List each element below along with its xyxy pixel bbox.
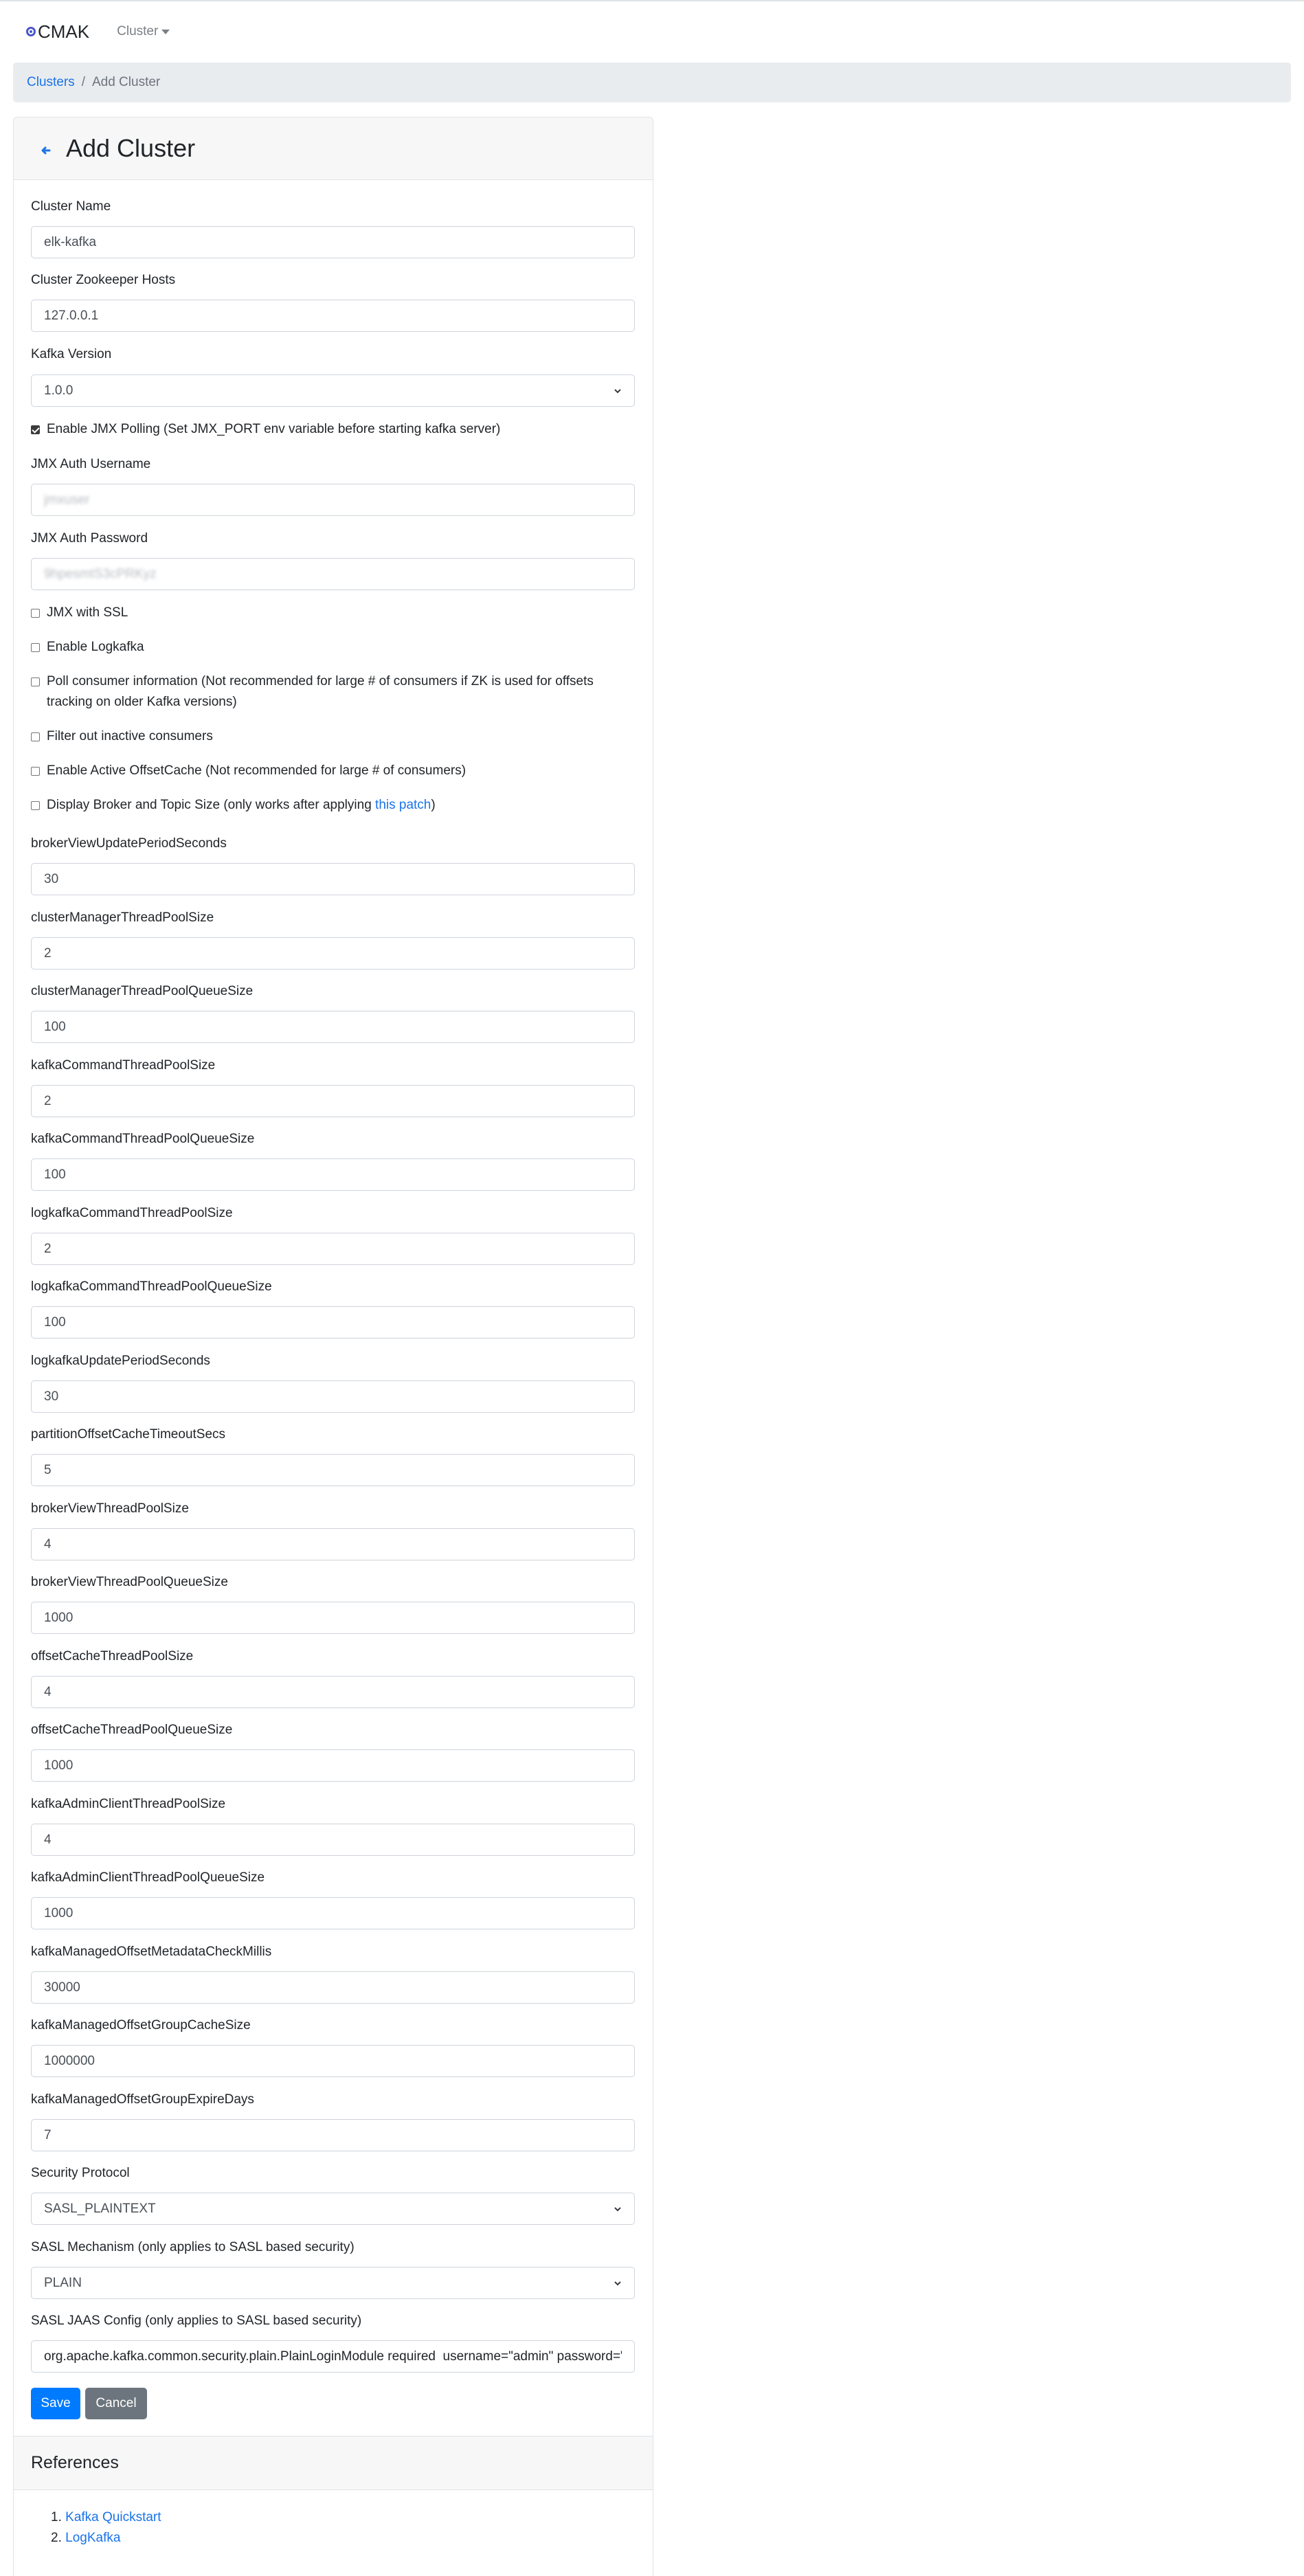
tuning-input[interactable] xyxy=(31,1676,635,1708)
tuning-label: partitionOffsetCacheTimeoutSecs xyxy=(31,1427,226,1442)
filter-inactive-label: Filter out inactive consumers xyxy=(47,729,213,743)
tuning-input[interactable] xyxy=(31,1306,635,1339)
tuning-input[interactable] xyxy=(31,1454,635,1486)
kafka-version-label: Kafka Version xyxy=(31,347,112,361)
cmak-logo-icon xyxy=(26,27,36,36)
reference-item xyxy=(51,2507,161,2528)
tuning-label: brokerViewThreadPoolQueueSize xyxy=(31,1575,228,1589)
logkafka-checkbox[interactable] xyxy=(31,643,40,652)
references-list xyxy=(51,2507,161,2549)
zk-hosts-input[interactable] xyxy=(31,300,635,332)
tuning-label: logkafkaCommandThreadPoolQueueSize xyxy=(31,1279,272,1294)
jmx-ssl-row xyxy=(31,606,128,623)
jmx-username-input[interactable] xyxy=(31,484,635,516)
active-offset-cache-row xyxy=(31,764,466,781)
tuning-input[interactable] xyxy=(31,1749,635,1782)
tuning-input[interactable] xyxy=(31,1011,635,1043)
kafka-version-value: 1.0.0 xyxy=(44,383,74,398)
display-size-text: Display Broker and Topic Size (only works after applying xyxy=(47,798,376,812)
brand-label: CMAK xyxy=(38,21,90,42)
navbar xyxy=(0,1,1304,62)
jmx-password-label: JMX Auth Password xyxy=(31,531,148,546)
security-protocol-label: Security Protocol xyxy=(31,2166,130,2180)
display-size-close-paren: ) xyxy=(431,798,436,812)
brand-link[interactable] xyxy=(26,21,89,43)
logkafka-label: Enable Logkafka xyxy=(47,640,144,654)
breadcrumb-separator: / xyxy=(81,75,85,89)
tuning-label: kafkaAdminClientThreadPoolQueueSize xyxy=(31,1870,265,1885)
poll-consumer-line1: Poll consumer information (Not recommended for large # of consumers if ZK is used for offsets xyxy=(47,674,594,688)
breadcrumb-current: Add Cluster xyxy=(91,75,161,89)
cluster-menu-dropdown[interactable] xyxy=(117,24,170,39)
poll-consumer-row xyxy=(31,675,594,713)
tuning-input[interactable] xyxy=(31,1233,635,1265)
add-cluster-card xyxy=(13,117,653,2576)
chevron-down-icon xyxy=(614,2279,622,2287)
tuning-input[interactable] xyxy=(31,1158,635,1191)
caret-down-icon xyxy=(161,30,170,34)
tuning-label: offsetCacheThreadPoolSize xyxy=(31,1649,194,1664)
tuning-label: kafkaManagedOffsetGroupExpireDays xyxy=(31,2092,254,2107)
poll-consumer-line2: tracking on older Kafka versions) xyxy=(47,695,237,709)
tuning-input[interactable] xyxy=(31,1897,635,1929)
zk-hosts-label: Cluster Zookeeper Hosts xyxy=(31,273,176,287)
save-button[interactable]: Save xyxy=(31,2388,80,2419)
references-header xyxy=(14,2436,653,2490)
tuning-input[interactable] xyxy=(31,1971,635,2004)
reference-item xyxy=(51,2528,161,2549)
jmx-password-value: 9hpesmtS3cPRKyz xyxy=(44,566,157,581)
kafka-quickstart-link[interactable]: Kafka Quickstart xyxy=(65,2510,161,2524)
cluster-name-input[interactable] xyxy=(31,226,635,258)
tuning-label: brokerViewUpdatePeriodSeconds xyxy=(31,836,227,851)
this-patch-link[interactable]: this patch xyxy=(375,798,431,812)
cluster-name-label: Cluster Name xyxy=(31,199,111,214)
reference-number: 1. xyxy=(51,2510,62,2524)
poll-consumer-checkbox[interactable] xyxy=(31,677,40,686)
jmx-ssl-checkbox[interactable] xyxy=(31,609,40,618)
logkafka-link[interactable]: LogKafka xyxy=(65,2531,121,2545)
card-header xyxy=(14,117,653,180)
references-title: References xyxy=(31,2453,119,2472)
reference-number: 2. xyxy=(51,2531,62,2545)
jmx-ssl-label: JMX with SSL xyxy=(47,605,128,620)
jmx-username-label: JMX Auth Username xyxy=(31,457,151,471)
sasl-mechanism-select[interactable] xyxy=(31,2267,635,2299)
jmx-polling-label: Enable JMX Polling (Set JMX_PORT env variable before starting kafka server) xyxy=(47,422,501,436)
chevron-down-icon xyxy=(614,2205,622,2213)
tuning-label: clusterManagerThreadPoolSize xyxy=(31,910,214,925)
tuning-label: logkafkaUpdatePeriodSeconds xyxy=(31,1354,210,1368)
tuning-label: kafkaCommandThreadPoolSize xyxy=(31,1058,216,1073)
tuning-label: kafkaAdminClientThreadPoolSize xyxy=(31,1797,226,1811)
sasl-jaas-input[interactable] xyxy=(31,2340,635,2373)
jmx-polling-checkbox[interactable] xyxy=(31,425,40,434)
breadcrumb-clusters-link[interactable]: Clusters xyxy=(27,75,75,89)
tuning-input[interactable] xyxy=(31,1824,635,1856)
sasl-mechanism-label: SASL Mechanism (only applies to SASL based security) xyxy=(31,2240,355,2254)
jmx-username-value: jmxuser xyxy=(44,492,90,507)
tuning-label: kafkaCommandThreadPoolQueueSize xyxy=(31,1132,255,1146)
filter-inactive-checkbox[interactable] xyxy=(31,732,40,741)
chevron-down-icon xyxy=(614,387,622,395)
tuning-label: brokerViewThreadPoolSize xyxy=(31,1501,189,1516)
jmx-polling-row xyxy=(31,423,500,440)
sasl-mechanism-value: PLAIN xyxy=(44,2275,82,2290)
tuning-input[interactable] xyxy=(31,1528,635,1560)
filter-inactive-row xyxy=(31,730,213,747)
tuning-label: clusterManagerThreadPoolQueueSize xyxy=(31,984,254,998)
tuning-label: offsetCacheThreadPoolQueueSize xyxy=(31,1723,233,1737)
tuning-input[interactable] xyxy=(31,1602,635,1634)
cluster-menu-label: Cluster xyxy=(117,24,159,38)
display-size-row xyxy=(31,798,436,816)
breadcrumb xyxy=(13,63,1291,102)
tuning-input[interactable] xyxy=(31,2045,635,2077)
cancel-button[interactable]: Cancel xyxy=(85,2388,147,2419)
logkafka-row xyxy=(31,640,144,658)
security-protocol-value: SASL_PLAINTEXT xyxy=(44,2201,156,2216)
security-protocol-select[interactable] xyxy=(31,2193,635,2225)
jmx-password-input[interactable] xyxy=(31,558,635,590)
kafka-version-select[interactable] xyxy=(31,374,635,407)
tuning-input[interactable] xyxy=(31,1380,635,1413)
active-offset-cache-label: Enable Active OffsetCache (Not recommended for large # of consumers) xyxy=(47,763,466,778)
poll-consumer-label xyxy=(47,671,594,713)
tuning-input[interactable] xyxy=(31,2119,635,2151)
tuning-input[interactable] xyxy=(31,863,635,895)
tuning-label: kafkaManagedOffsetGroupCacheSize xyxy=(31,2018,251,2032)
tuning-label: logkafkaCommandThreadPoolSize xyxy=(31,1206,233,1220)
sasl-jaas-label: SASL JAAS Config (only applies to SASL based security) xyxy=(31,2314,362,2328)
active-offset-cache-checkbox[interactable] xyxy=(31,767,40,776)
back-arrow-icon[interactable] xyxy=(40,144,52,157)
tuning-input[interactable] xyxy=(31,1085,635,1117)
tuning-input[interactable] xyxy=(31,937,635,970)
tuning-label: kafkaManagedOffsetMetadataCheckMillis xyxy=(31,1945,272,1959)
display-size-checkbox[interactable] xyxy=(31,801,40,810)
display-size-label xyxy=(47,795,436,816)
page-title: Add Cluster xyxy=(66,134,196,162)
